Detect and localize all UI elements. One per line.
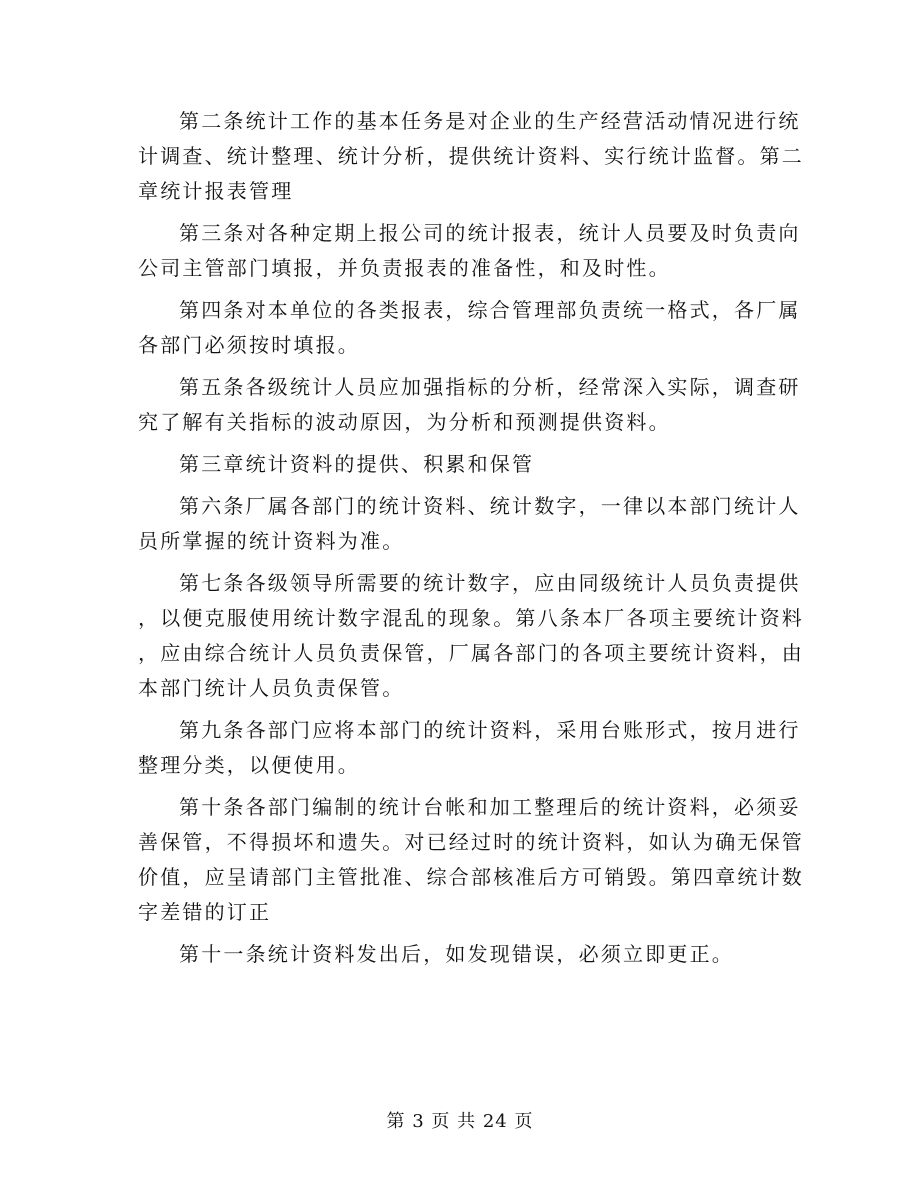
text-line: 价值，应呈请部门主管批准、综合部核准后方可销毁。第四章统计数 [138,865,804,889]
text-line: 字差错的订正 [138,900,272,924]
text-line: 第七条各级领导所需要的统计数字，应由同级统计人员负责提供 [179,571,801,595]
paragraph-article-11 [138,937,778,972]
text-line: 第四条对本单位的各类报表，综合管理部负责统一格式，各厂属 [179,298,801,322]
text-line: ，以便克服使用统计数字混乱的现象。第八条本厂各项主要统计资料 [138,606,804,630]
text-line: 善保管，不得损坏和遗失。对已经过时的统计资料，如认为确无保管 [138,830,804,854]
text-line: ，应由综合统计人员负责保管，厂属各部门的各项主要统计资料，由 [138,641,804,665]
paragraph-article-9 [138,713,801,783]
text-line: 第三条对各种定期上报公司的统计报表，统计人员要及时负责向 [179,221,801,245]
paragraph-article-7-8 [138,566,804,706]
text-line: 第二条统计工作的基本任务是对企业的生产经营活动情况进行统 [179,109,801,133]
text-line: 整理分类，以便使用。 [138,753,360,777]
paragraph-article-6 [138,489,801,559]
paragraph-article-5 [138,370,801,440]
text-line: 第十条各部门编制的统计台帐和加工整理后的统计资料，必须妥 [179,795,801,819]
text-line: 章统计报表管理 [138,179,294,203]
page-footer [0,1110,920,1134]
text-line: 公司主管部门填报，并负责报表的准备性，和及时性。 [138,256,671,280]
document-body [138,104,804,979]
text-line: 第六条厂属各部门的统计资料、统计数字，一律以本部门统计人 [179,494,801,518]
paragraph-article-3 [138,216,801,286]
page-number-label: 第 3 页 共 24 页 [386,1111,534,1132]
text-line: 第十一条统计资料发出后，如发现错误，必须立即更正。 [179,942,734,966]
chapter-heading-3 [138,447,778,482]
text-line: 第五条各级统计人员应加强指标的分析，经常深入实际，调查研 [179,375,801,399]
text-line: 本部门统计人员负责保管。 [138,676,405,700]
text-line: 员所掌握的统计资料为准。 [138,529,405,553]
text-line: 第三章统计资料的提供、积累和保管 [179,452,535,476]
text-line: 计调查、统计整理、统计分析，提供统计资料、实行统计监督。第二 [138,144,804,168]
text-line: 究了解有关指标的波动原因，为分析和预测提供资料。 [138,410,671,434]
text-line: 各部门必须按时填报。 [138,333,360,357]
paragraph-article-4 [138,293,801,363]
paragraph-article-10 [138,790,804,930]
text-line: 第九条各部门应将本部门的统计资料，采用台账形式，按月进行 [179,718,801,742]
paragraph-article-2 [138,104,804,209]
